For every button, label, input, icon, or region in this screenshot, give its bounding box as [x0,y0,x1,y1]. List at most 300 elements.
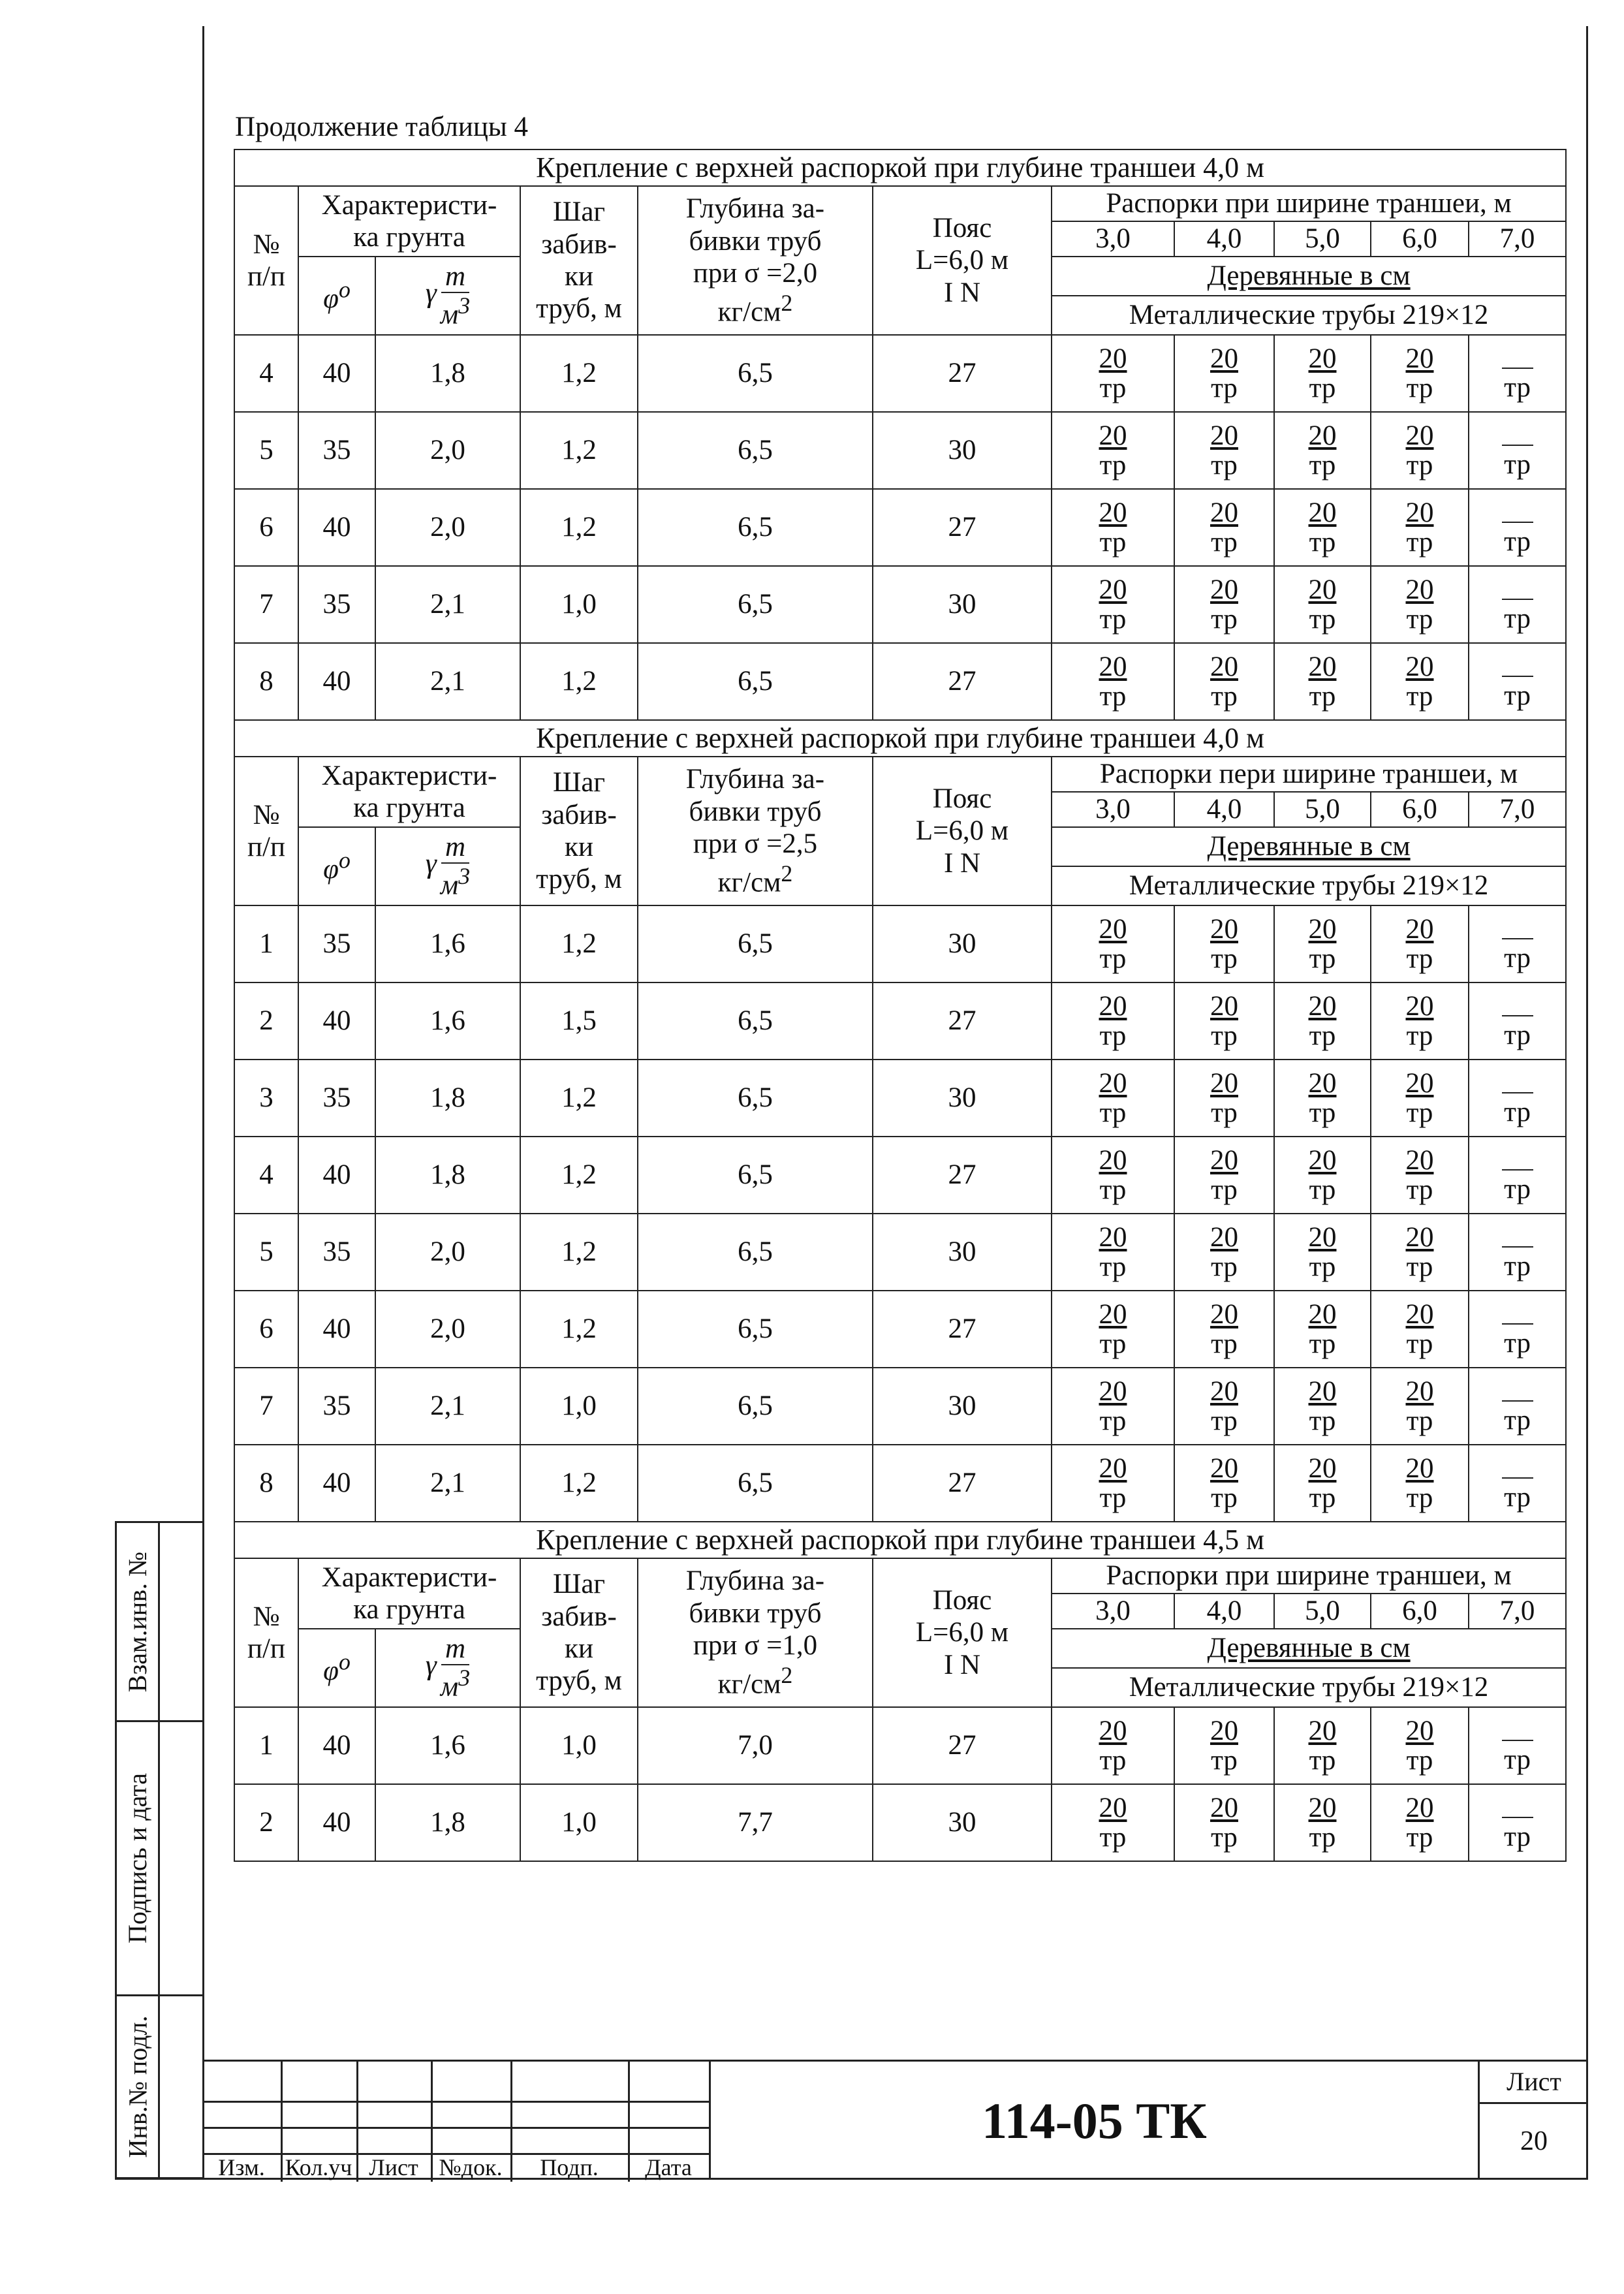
width-header: 3,0 [1052,792,1174,827]
cell-strut-fraction [1274,335,1371,412]
fraction-numerator: 20 [1210,343,1238,374]
fraction-numerator: 20 [1210,420,1238,451]
fraction-numerator: 20 [1099,651,1127,682]
cell-strut-fraction [1052,905,1174,982]
fraction-denominator: тр [1211,1251,1238,1282]
cell-strut-fraction [1371,1060,1469,1137]
table-row [234,982,1566,1060]
col-gamma-header [375,827,520,905]
fraction-denominator: тр [1211,1745,1238,1776]
wooden-header [1052,1629,1566,1668]
cell-phi: 35 [298,1060,375,1137]
cell-gamma: 1,6 [375,905,520,982]
fraction-numerator: 20 [1405,1375,1434,1407]
belt-l3: I N [943,277,981,308]
cell-strut-fraction [1174,1368,1274,1445]
fraction-numerator: 20 [1210,574,1238,605]
gamma-symbol: γ [425,1650,437,1681]
cell-belt: 30 [873,1060,1052,1137]
cell-strut-fraction [1274,1445,1371,1522]
table-row [234,1291,1566,1368]
cell-strut-fraction [1274,412,1371,489]
depth-l1: Глубина за- [685,1565,825,1597]
width-header: 6,0 [1371,221,1469,257]
fraction-numerator: 20 [1405,990,1434,1022]
metal-header: Металлические трубы 219×12 [1052,296,1566,335]
fraction-numerator: 20 [1210,913,1238,945]
cell-depth: 6,5 [638,1137,873,1214]
cell-step: 1,5 [520,982,638,1060]
dash-mark [1502,676,1533,677]
fraction-denominator: тр [1504,1251,1531,1282]
num-symbol: № [253,228,280,260]
cell-belt: 27 [873,982,1052,1060]
fraction-numerator: 20 [1099,1792,1127,1823]
table-row [234,1784,1566,1861]
depth-l2: бивки труб [689,796,822,827]
cell-belt: 27 [873,1291,1052,1368]
soil-label-line1: Характеристи- [321,189,497,221]
fraction-numerator: 20 [1308,497,1337,528]
fraction-numerator: 20 [1099,1144,1127,1176]
fraction-numerator: 20 [1405,651,1434,682]
cell-gamma: 2,0 [375,489,520,566]
side-cell-inv-replace [117,1523,204,1722]
fraction-denominator: тр [1309,943,1336,974]
fraction-denominator: тр [1099,1745,1127,1776]
cell-depth: 7,7 [638,1784,873,1861]
wooden-label: Деревянные в см [1207,260,1411,292]
cell-depth: 6,5 [638,1291,873,1368]
cell-belt: 27 [873,335,1052,412]
fraction-numerator: 20 [1308,1067,1337,1099]
cell-strut-fraction [1274,982,1371,1060]
tb-label-list: Лист [369,2154,418,2180]
title-block [202,2060,1588,2180]
fraction-denominator: тр [1099,373,1127,403]
cell-strut-fraction [1052,489,1174,566]
wooden-label: Деревянные в см [1207,1633,1411,1664]
cell-strut-fraction [1174,335,1274,412]
step-l2: забив- [541,799,617,830]
gamma-unit-den: м [440,870,459,901]
fraction-denominator: тр [1504,1020,1531,1051]
cell-strut-fraction [1174,982,1274,1060]
cell-belt: 27 [873,1445,1052,1522]
cell-phi: 35 [298,905,375,982]
fraction-denominator: тр [1099,527,1127,558]
cell-phi: 40 [298,335,375,412]
fraction-denominator: тр [1406,1822,1433,1853]
soil-label-line2: ка грунта [353,1594,465,1625]
cell-strut-fraction [1371,1291,1469,1368]
header-row [234,1558,1566,1594]
side-label-inv-replace: Взам.инв. № [123,1551,153,1692]
cell-step: 1,2 [520,1291,638,1368]
fraction-denominator: тр [1211,1097,1238,1128]
col-gamma-header [375,257,520,335]
cell-strut-fraction [1174,1060,1274,1137]
fraction-denominator: тр [1504,526,1531,558]
table-row [234,1707,1566,1784]
cell-strut-fraction [1371,1137,1469,1214]
cell-step: 1,2 [520,905,638,982]
cell-phi: 40 [298,1784,375,1861]
cell-strut-dash [1469,489,1566,566]
wooden-label: Деревянные в см [1207,831,1411,862]
cell-strut-fraction [1052,643,1174,720]
side-cell-sign-date [117,1722,204,1996]
width-header: 6,0 [1371,792,1469,827]
cell-number: 6 [234,1291,298,1368]
fraction-denominator: тр [1309,1745,1336,1776]
cell-depth: 6,5 [638,643,873,720]
fraction-numerator: 20 [1308,651,1337,682]
depth-unit: кг/см [717,296,781,328]
cell-strut-fraction [1371,1445,1469,1522]
fraction-numerator: 20 [1210,1792,1238,1823]
width-header: 4,0 [1174,221,1274,257]
fraction-denominator: тр [1099,943,1127,974]
cell-step: 1,0 [520,1707,638,1784]
num-symbol: № [253,1601,280,1632]
cell-belt: 30 [873,412,1052,489]
fraction-denominator: тр [1099,1483,1127,1513]
cell-strut-dash [1469,1214,1566,1291]
step-l1: Шаг [552,196,606,228]
width-header: 5,0 [1274,1594,1371,1629]
fraction-numerator: 20 [1308,913,1337,945]
dash-mark [1502,1323,1533,1325]
gamma-unit-num: т [445,261,465,292]
cell-strut-fraction [1052,1707,1174,1784]
fraction-denominator: тр [1211,527,1238,558]
cell-strut-fraction [1052,1060,1174,1137]
cell-number: 3 [234,1060,298,1137]
cell-gamma: 1,8 [375,1784,520,1861]
tb-label-kol-uch: Кол.уч [285,2154,352,2180]
depth-sigma: при σ =2,0 [693,258,818,289]
fraction-numerator: 20 [1210,1144,1238,1176]
sheet-label: Лист [1480,2062,1588,2104]
dash-mark [1502,599,1533,600]
cell-belt: 27 [873,489,1052,566]
belt-l1: Пояс [932,783,992,814]
cell-strut-dash [1469,566,1566,643]
depth-l2: бивки труб [689,225,822,257]
cell-strut-fraction [1274,905,1371,982]
fraction-denominator: тр [1406,1406,1433,1436]
cell-depth: 6,5 [638,1214,873,1291]
fraction-denominator: тр [1099,1328,1127,1359]
col-number-header [234,1558,298,1707]
fraction-denominator: тр [1309,681,1336,712]
soil-label-line2: ка грунта [353,222,465,253]
cell-strut-fraction [1371,335,1469,412]
cell-strut-fraction [1174,489,1274,566]
col-step-header [520,186,638,335]
header-row [234,186,1566,221]
width-header: 4,0 [1174,792,1274,827]
fraction-denominator: тр [1406,1020,1433,1051]
fraction-numerator: 20 [1210,1453,1238,1484]
fraction-numerator: 20 [1405,913,1434,945]
cell-number: 7 [234,1368,298,1445]
col-soil-header [298,757,520,827]
cell-gamma: 2,0 [375,1214,520,1291]
col-depth-header [638,186,873,335]
fraction-denominator: тр [1211,1328,1238,1359]
col-belt-header [873,1558,1052,1707]
cell-strut-fraction [1052,412,1174,489]
belt-l3: I N [943,1649,981,1680]
cell-strut-dash [1469,335,1566,412]
fraction-numerator: 20 [1405,420,1434,451]
section-title-row [234,149,1566,186]
fraction-numerator: 20 [1308,1453,1337,1484]
cell-step: 1,0 [520,1784,638,1861]
cell-strut-dash [1469,1291,1566,1368]
fraction-denominator: тр [1406,373,1433,403]
cell-phi: 35 [298,566,375,643]
header-row [234,757,1566,792]
fraction-denominator: тр [1211,1406,1238,1436]
fraction-numerator: 20 [1210,1715,1238,1746]
cell-strut-fraction [1371,982,1469,1060]
cell-gamma: 2,1 [375,643,520,720]
fraction-denominator: тр [1309,450,1336,480]
fraction-denominator: тр [1504,680,1531,712]
tb-label-podp: Подп. [540,2154,599,2180]
cell-strut-fraction [1174,412,1274,489]
cell-strut-fraction [1371,489,1469,566]
tb-label-data: Дата [645,2154,692,2180]
cell-gamma: 1,6 [375,1707,520,1784]
fraction-numerator: 20 [1099,343,1127,374]
cell-strut-fraction [1174,1445,1274,1522]
fraction-numerator: 20 [1099,497,1127,528]
fraction-denominator: тр [1211,450,1238,480]
fraction-denominator: тр [1406,1745,1433,1776]
wooden-header [1052,257,1566,296]
fraction-numerator: 20 [1099,1221,1127,1253]
cell-step: 1,2 [520,412,638,489]
cell-strut-fraction [1052,1214,1174,1291]
cell-strut-fraction [1052,1137,1174,1214]
cell-phi: 35 [298,1214,375,1291]
dash-mark [1502,938,1533,939]
step-l3: ки [565,832,593,862]
fraction-numerator: 20 [1405,1792,1434,1823]
cell-strut-dash [1469,905,1566,982]
cell-strut-fraction [1174,1784,1274,1861]
cell-strut-fraction [1174,905,1274,982]
fraction-numerator: 20 [1308,1144,1337,1176]
col-soil-header [298,186,520,257]
cell-strut-fraction [1371,905,1469,982]
table-row [234,412,1566,489]
fraction-denominator: тр [1099,450,1127,480]
fraction-numerator: 20 [1099,1453,1127,1484]
cell-number: 6 [234,489,298,566]
phi-symbol: φ [323,283,339,314]
cell-number: 1 [234,1707,298,1784]
cell-number: 8 [234,643,298,720]
belt-l1: Пояс [932,212,992,244]
cell-number: 4 [234,1137,298,1214]
col-belt-header [873,757,1052,905]
cell-strut-fraction [1371,1707,1469,1784]
cell-strut-fraction [1174,1137,1274,1214]
fraction-numerator: 20 [1099,1298,1127,1330]
cell-strut-fraction [1052,1445,1174,1522]
fraction-numerator: 20 [1308,1715,1337,1746]
fraction-denominator: тр [1504,1174,1531,1205]
table-row [234,566,1566,643]
fraction-denominator: тр [1504,1744,1531,1776]
col-struts-header: Распорки пери ширине траншеи, м [1052,757,1566,792]
fraction-numerator: 20 [1405,1715,1434,1746]
cell-phi: 40 [298,1137,375,1214]
fraction-denominator: тр [1309,527,1336,558]
fraction-denominator: тр [1099,681,1127,712]
cell-number: 2 [234,1784,298,1861]
cell-number: 5 [234,412,298,489]
dash-mark [1502,1740,1533,1741]
cell-strut-dash [1469,1368,1566,1445]
cell-step: 1,0 [520,1368,638,1445]
fraction-denominator: тр [1211,1174,1238,1205]
fraction-numerator: 20 [1210,1298,1238,1330]
num-pp: п/п [247,832,285,862]
fraction-numerator: 20 [1405,343,1434,374]
width-header: 7,0 [1469,221,1566,257]
cell-belt: 27 [873,1707,1052,1784]
col-soil-header [298,1558,520,1629]
fraction-denominator: тр [1309,1483,1336,1513]
cell-strut-fraction [1371,566,1469,643]
cell-strut-dash [1469,982,1566,1060]
cell-belt: 30 [873,566,1052,643]
cell-step: 1,2 [520,1137,638,1214]
depth-l1: Глубина за- [685,764,825,795]
belt-l1: Пояс [932,1584,992,1616]
width-header: 3,0 [1052,221,1174,257]
fraction-denominator: тр [1504,603,1531,635]
fraction-denominator: тр [1309,1174,1336,1205]
soil-label-line2: ка грунта [353,793,465,823]
step-l3: ки [565,1633,593,1664]
fraction-numerator: 20 [1099,574,1127,605]
gamma-unit-den: м [440,299,459,330]
side-label-inv-orig: Инв.№ подл. [123,2015,153,2158]
fraction-numerator: 20 [1308,420,1337,451]
cell-step: 1,2 [520,643,638,720]
cell-strut-fraction [1052,1368,1174,1445]
cell-strut-fraction [1274,1784,1371,1861]
step-l4: труб, м [536,1665,622,1697]
cell-phi: 40 [298,489,375,566]
fraction-numerator: 20 [1099,990,1127,1022]
fraction-denominator: тр [1099,1020,1127,1051]
fraction-denominator: тр [1406,1251,1433,1282]
fraction-denominator: тр [1504,943,1531,974]
section-title-row [234,1522,1566,1558]
fraction-denominator: тр [1211,943,1238,974]
fraction-numerator: 20 [1308,1792,1337,1823]
sheet-box [1478,2060,1588,2180]
section-title: Крепление с верхней распоркой при глубине траншеи 4,0 м [234,720,1566,757]
cell-depth: 6,5 [638,1445,873,1522]
cell-gamma: 1,8 [375,1060,520,1137]
cell-belt: 27 [873,1137,1052,1214]
phi-degree: o [338,1648,351,1675]
side-label-sign-date: Подпись и дата [123,1772,152,1944]
fraction-denominator: тр [1406,604,1433,635]
num-pp: п/п [247,261,285,292]
cell-strut-fraction [1052,982,1174,1060]
cell-number: 2 [234,982,298,1060]
dash-mark [1502,1817,1533,1818]
cell-step: 1,2 [520,1214,638,1291]
fraction-numerator: 20 [1210,1067,1238,1099]
cell-strut-fraction [1274,1060,1371,1137]
belt-l2: L=6,0 м [915,815,1009,847]
fraction-denominator: тр [1309,604,1336,635]
cell-strut-fraction [1052,566,1174,643]
cell-strut-fraction [1371,1214,1469,1291]
cell-strut-fraction [1274,1368,1371,1445]
cell-strut-dash [1469,1445,1566,1522]
cell-depth: 6,5 [638,412,873,489]
col-number-header [234,186,298,335]
table-row [234,1214,1566,1291]
fraction-denominator: тр [1099,604,1127,635]
phi-degree: o [338,276,351,303]
section-title-row [234,720,1566,757]
cell-gamma: 1,8 [375,1137,520,1214]
col-depth-header [638,757,873,905]
cell-phi: 40 [298,643,375,720]
fraction-numerator: 20 [1210,651,1238,682]
depth-unit: кг/см [717,867,781,898]
width-header: 5,0 [1274,221,1371,257]
metal-header: Металлические трубы 219×12 [1052,866,1566,905]
gamma-unit-num: т [445,1633,465,1665]
step-l2: забив- [541,1601,617,1632]
cell-strut-fraction [1174,566,1274,643]
col-depth-header [638,1558,873,1707]
cell-number: 1 [234,905,298,982]
title-block-grid [202,2060,709,2182]
fraction-denominator: тр [1406,943,1433,974]
fraction-denominator: тр [1406,1328,1433,1359]
fraction-denominator: тр [1211,1483,1238,1513]
col-belt-header [873,186,1052,335]
fraction-denominator: тр [1099,1406,1127,1436]
fraction-numerator: 20 [1405,497,1434,528]
cell-depth: 6,5 [638,335,873,412]
step-l1: Шаг [552,767,606,798]
dash-mark [1502,1246,1533,1248]
cell-number: 7 [234,566,298,643]
col-phi-header [298,1629,375,1707]
col-gamma-header [375,1629,520,1707]
gamma-unit-sup: 3 [458,292,471,319]
fraction-numerator: 20 [1405,1221,1434,1253]
col-struts-header: Распорки при ширине траншеи, м [1052,1558,1566,1594]
dash-mark [1502,522,1533,523]
